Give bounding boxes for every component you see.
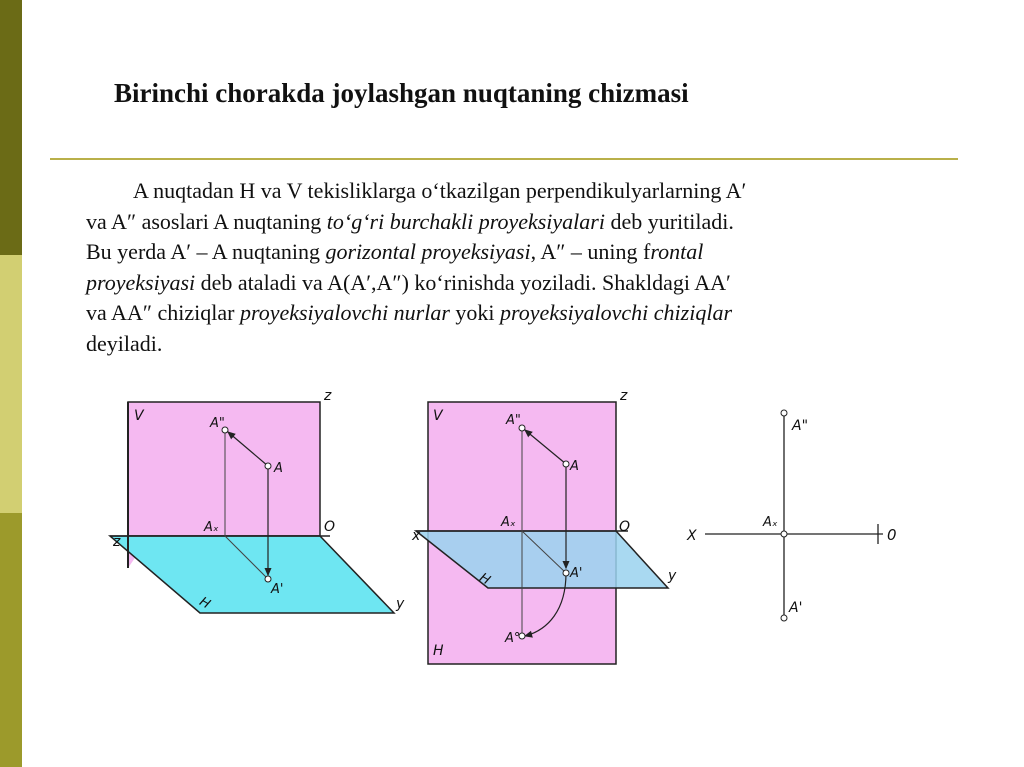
label-a: A bbox=[274, 461, 283, 476]
label-a2: A" bbox=[792, 418, 809, 434]
label-ax: Aₓ bbox=[204, 520, 219, 535]
label-y: y bbox=[396, 596, 405, 612]
italic-term: rontal bbox=[650, 239, 704, 264]
text-run: deb ataladi va A(A′,A″) ko‘rinishda yoziladi. Shakldagi AA′ bbox=[195, 269, 731, 295]
label-x: x bbox=[412, 528, 421, 544]
label-z-top: z bbox=[324, 388, 332, 404]
point-a bbox=[563, 461, 569, 467]
label-a2: A" bbox=[506, 413, 521, 428]
figure-1-spatial bbox=[110, 388, 405, 613]
label-h: H bbox=[196, 594, 213, 613]
text-run: , A″ – uning f bbox=[530, 239, 651, 264]
label-ax: Aₓ bbox=[763, 515, 778, 530]
label-a1: A' bbox=[570, 566, 583, 581]
italic-term: to‘g‘ri burchakli proyeksiyalari bbox=[326, 208, 605, 234]
italic-term: proyeksiyalovchi nurlar bbox=[239, 300, 450, 325]
label-v: V bbox=[433, 408, 443, 424]
label-o: O bbox=[619, 519, 631, 535]
text-run: Bu yerda A′ – A nuqtaning bbox=[86, 239, 326, 264]
text-run: yoki bbox=[449, 300, 501, 325]
label-ax: Aₓ bbox=[501, 515, 516, 530]
label-a1: A' bbox=[271, 582, 284, 597]
text-run: deb yuritiladi. bbox=[604, 208, 734, 234]
point-a1 bbox=[781, 615, 787, 621]
label-o: O bbox=[324, 519, 336, 535]
italic-term: gorizontal proyeksiyasi bbox=[325, 239, 531, 264]
point-a2 bbox=[781, 410, 787, 416]
plane-h bbox=[110, 536, 394, 613]
paragraph-line-6: deyiladi. bbox=[86, 330, 163, 356]
label-z-top: z bbox=[620, 388, 628, 404]
label-a: A bbox=[570, 459, 579, 474]
label-v: V bbox=[134, 408, 144, 424]
label-a0: A° bbox=[505, 631, 521, 646]
label-a1: A' bbox=[789, 600, 803, 616]
label-h-plane: H bbox=[476, 570, 493, 589]
point-ax bbox=[781, 531, 787, 537]
figure-2-unfolded bbox=[411, 388, 677, 664]
label-h-bottom: H bbox=[433, 643, 444, 659]
italic-term: proyeksiyalovchi chiziqlar bbox=[500, 300, 733, 325]
italic-term: proyeksiyasi bbox=[86, 269, 196, 295]
label-z-left: z bbox=[113, 534, 121, 550]
label-o: 0 bbox=[887, 526, 897, 544]
figure-3-epure bbox=[686, 410, 897, 621]
text-run: va AA″ chiziqlar bbox=[86, 300, 240, 325]
paragraph-line-1: A nuqtadan H va V tekisliklarga o‘tkazilgan perpendikulyarlarning A′ bbox=[133, 178, 747, 203]
point-a1 bbox=[563, 570, 569, 576]
slide-title: Birinchi chorakda joylashgan nuqtaning chizmasi bbox=[114, 78, 689, 108]
text-run: va A″ asoslari A nuqtaning bbox=[86, 208, 327, 234]
label-y: y bbox=[668, 568, 677, 584]
point-a bbox=[265, 463, 271, 469]
label-x: X bbox=[687, 528, 697, 544]
label-a2: A" bbox=[210, 416, 225, 431]
